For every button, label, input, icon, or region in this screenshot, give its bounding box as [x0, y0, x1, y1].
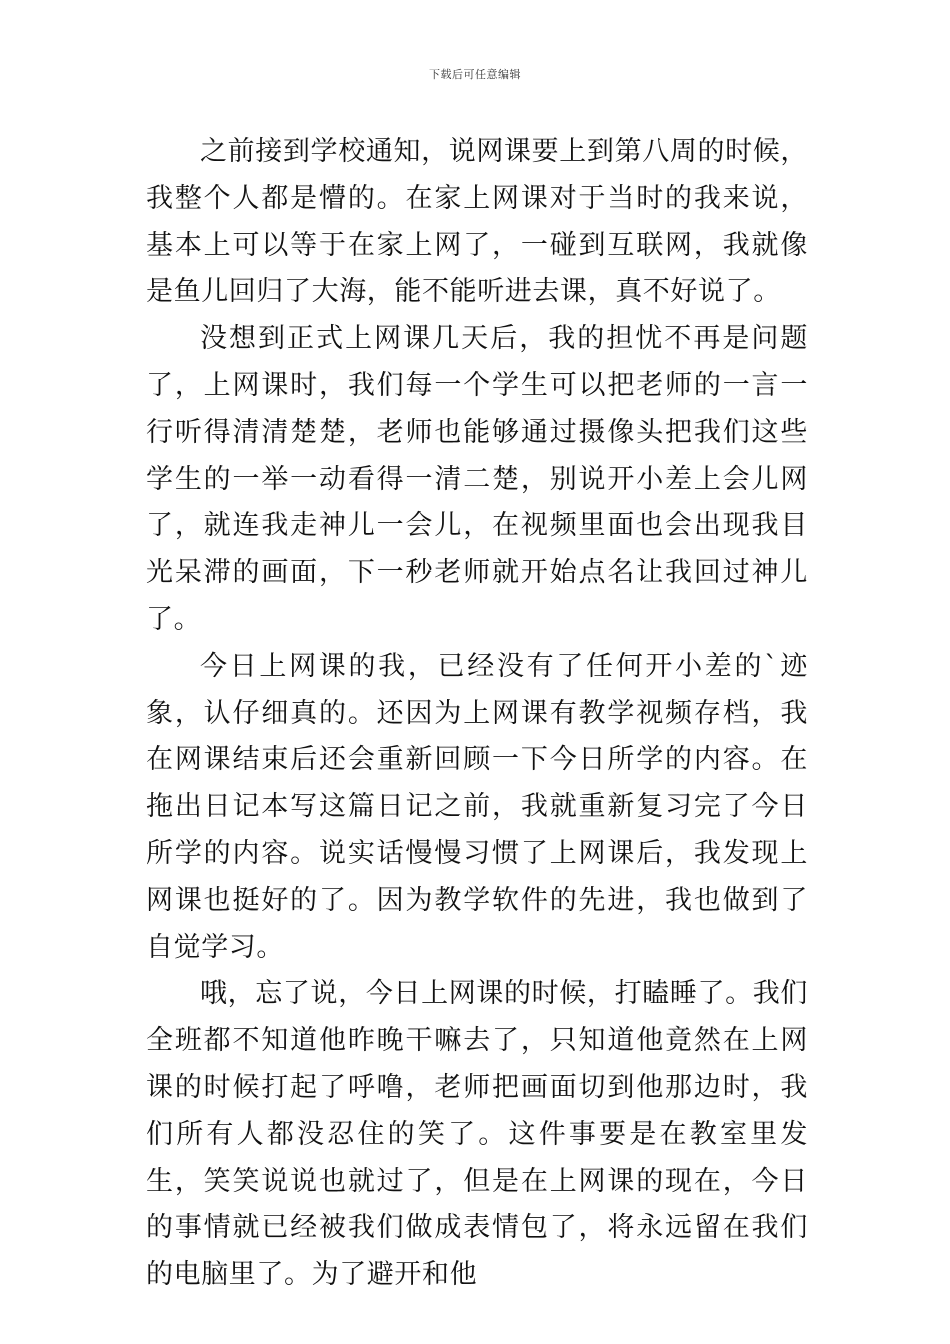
- page-header-note: 下载后可任意编辑: [429, 68, 521, 81]
- paragraph-4: 哦，忘了说，今日上网课的时候，打瞌睡了。我们全班都不知道他昨晚干嘛去了，只知道他竟然在上网课的时候打起了呼噜，老师把画面切到他那边时，我们所有人都没忍住的笑了。这件事要是在教室里发生，笑笑说说也就过了，但是在上网课的现在，今日的事情就已经被我们做成表情包了，将永远留在我们的电脑里了。为了避开和他: [146, 978, 808, 1291]
- paragraph-2: 没想到正式上网课几天后，我的担忧不再是问题了，上网课时，我们每一个学生可以把老师的一言一行听得清清楚楚，老师也能够通过摄像头把我们这些学生的一举一动看得一清二楚，别说开小差上会儿网了，就连我走神儿一会儿，在视频里面也会出现我目光呆滞的画面，下一秒老师就开始点名让我回过神儿了。: [146, 323, 808, 635]
- paragraph-1: 之前接到学校通知，说网课要上到第八周的时候，我整个人都是懵的。在家上网课对于当时的我来说，基本上可以等于在家上网了，一碰到互联网，我就像是鱼儿回归了大海，能不能听进去课，真不好说了。: [146, 136, 808, 308]
- article-body: [146, 129, 808, 1299]
- paragraph-3: 今日上网课的我，已经没有了任何开小差的`迹象，认仔细真的。还因为上网课有教学视频存档，我在网课结束后还会重新回顾一下今日所学的内容。在拖出日记本写这篇日记之前，我就重新复习完了今日所学的内容。说实话慢慢习惯了上网课后，我发现上网课也挺好的了。因为教学软件的先进，我也做到了自觉学习。: [146, 650, 808, 963]
